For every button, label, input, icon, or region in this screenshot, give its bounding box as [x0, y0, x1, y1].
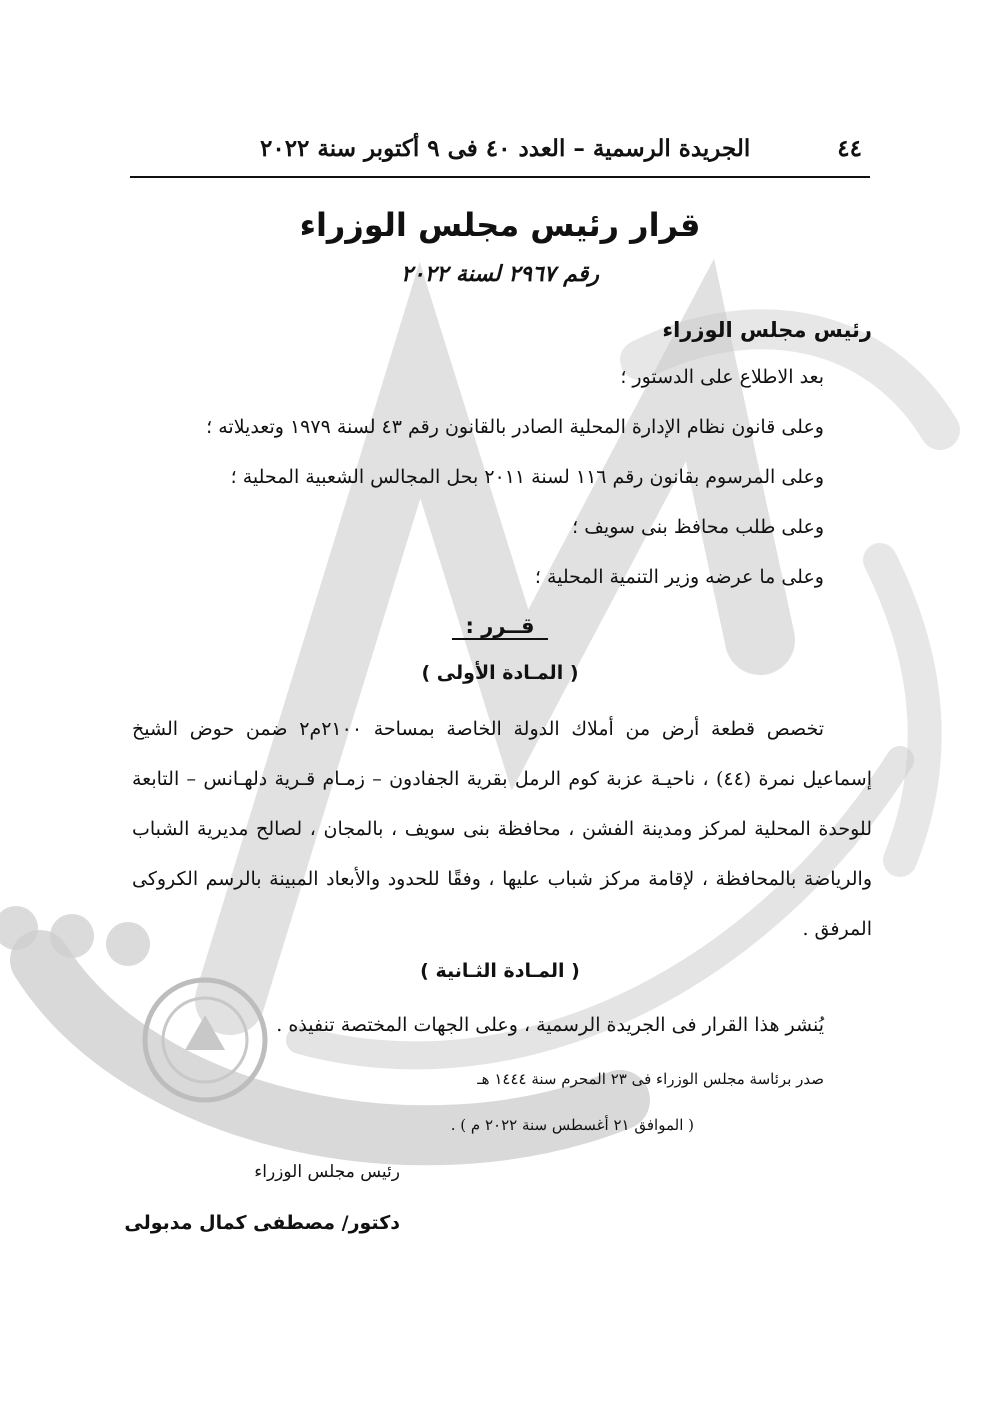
preamble-line: وعلى المرسوم بقانون رقم ١١٦ لسنة ٢٠١١ بحل المجالس الشعبية المحلية ؛ [230, 466, 824, 488]
gazette-header-title: الجريدة الرسمية – العدد ٤٠ فى ٩ أكتوبر سنة ٢٠٢٢ [260, 134, 751, 162]
article-2-text: يُنشر هذا القرار فى الجريدة الرسمية ، وعلى الجهات المختصة تنفيذه . [276, 1014, 824, 1036]
page-number: ٤٤ [837, 134, 862, 162]
signatory-name: دكتور/ مصطفى كمال مدبولى [124, 1212, 400, 1234]
article-1-text: تخصص قطعة أرض من أملاك الدولة الخاصة بمساحة ٢١٠٠م٢ ضمن حوض الشيخ إسماعيل نمرة (٤٤) ، ناحيـة عزبة كوم الرمل بقرية الجفادون – زمـام قـرية دلهـانس – التابعة للوحدة المحلية لمركز ومدينة الفشن ، محافظة بنى سويف ، بالمجان ، لصالح مديرية الشباب والرياضة بالمحافظة ، لإقامة مركز شباب عليها ، وفقًا للحدود والأبعاد المبينة بالرسم الكروكى المرفق . [132, 718, 872, 940]
decided-text: قــرر : [452, 614, 549, 640]
preamble-line: بعد الاطلاع على الدستور ؛ [620, 366, 824, 388]
article-2-heading: ( المـادة الثـانية ) [420, 960, 580, 982]
preamble-line: وعلى ما عرضه وزير التنمية المحلية ؛ [534, 566, 824, 588]
signatory-title: رئيس مجلس الوزراء [254, 1162, 400, 1182]
decree-title: قرار رئيس مجلس الوزراء [299, 206, 701, 244]
header-divider [130, 176, 870, 178]
page-header [130, 128, 870, 168]
preamble-line: وعلى قانون نظام الإدارة المحلية الصادر بالقانون رقم ٤٣ لسنة ١٩٧٩ وتعديلاته ؛ [206, 416, 824, 438]
article-1-heading: ( المـادة الأولى ) [421, 662, 579, 684]
decided-label [130, 614, 870, 638]
issued-hijri-date: صدر برئاسة مجلس الوزراء فى ٢٣ المحرم سنة ١٤٤٤ هـ [477, 1070, 824, 1088]
issued-gregorian-date: ( الموافق ٢١ أغسطس سنة ٢٠٢٢ م ) . [450, 1116, 694, 1134]
issuing-authority: رئيس مجلس الوزراء [662, 318, 872, 342]
decree-number: رقم ٢٩٦٧ لسنة ٢٠٢٢ [400, 262, 600, 287]
preamble-line: وعلى طلب محافظ بنى سويف ؛ [572, 516, 824, 538]
